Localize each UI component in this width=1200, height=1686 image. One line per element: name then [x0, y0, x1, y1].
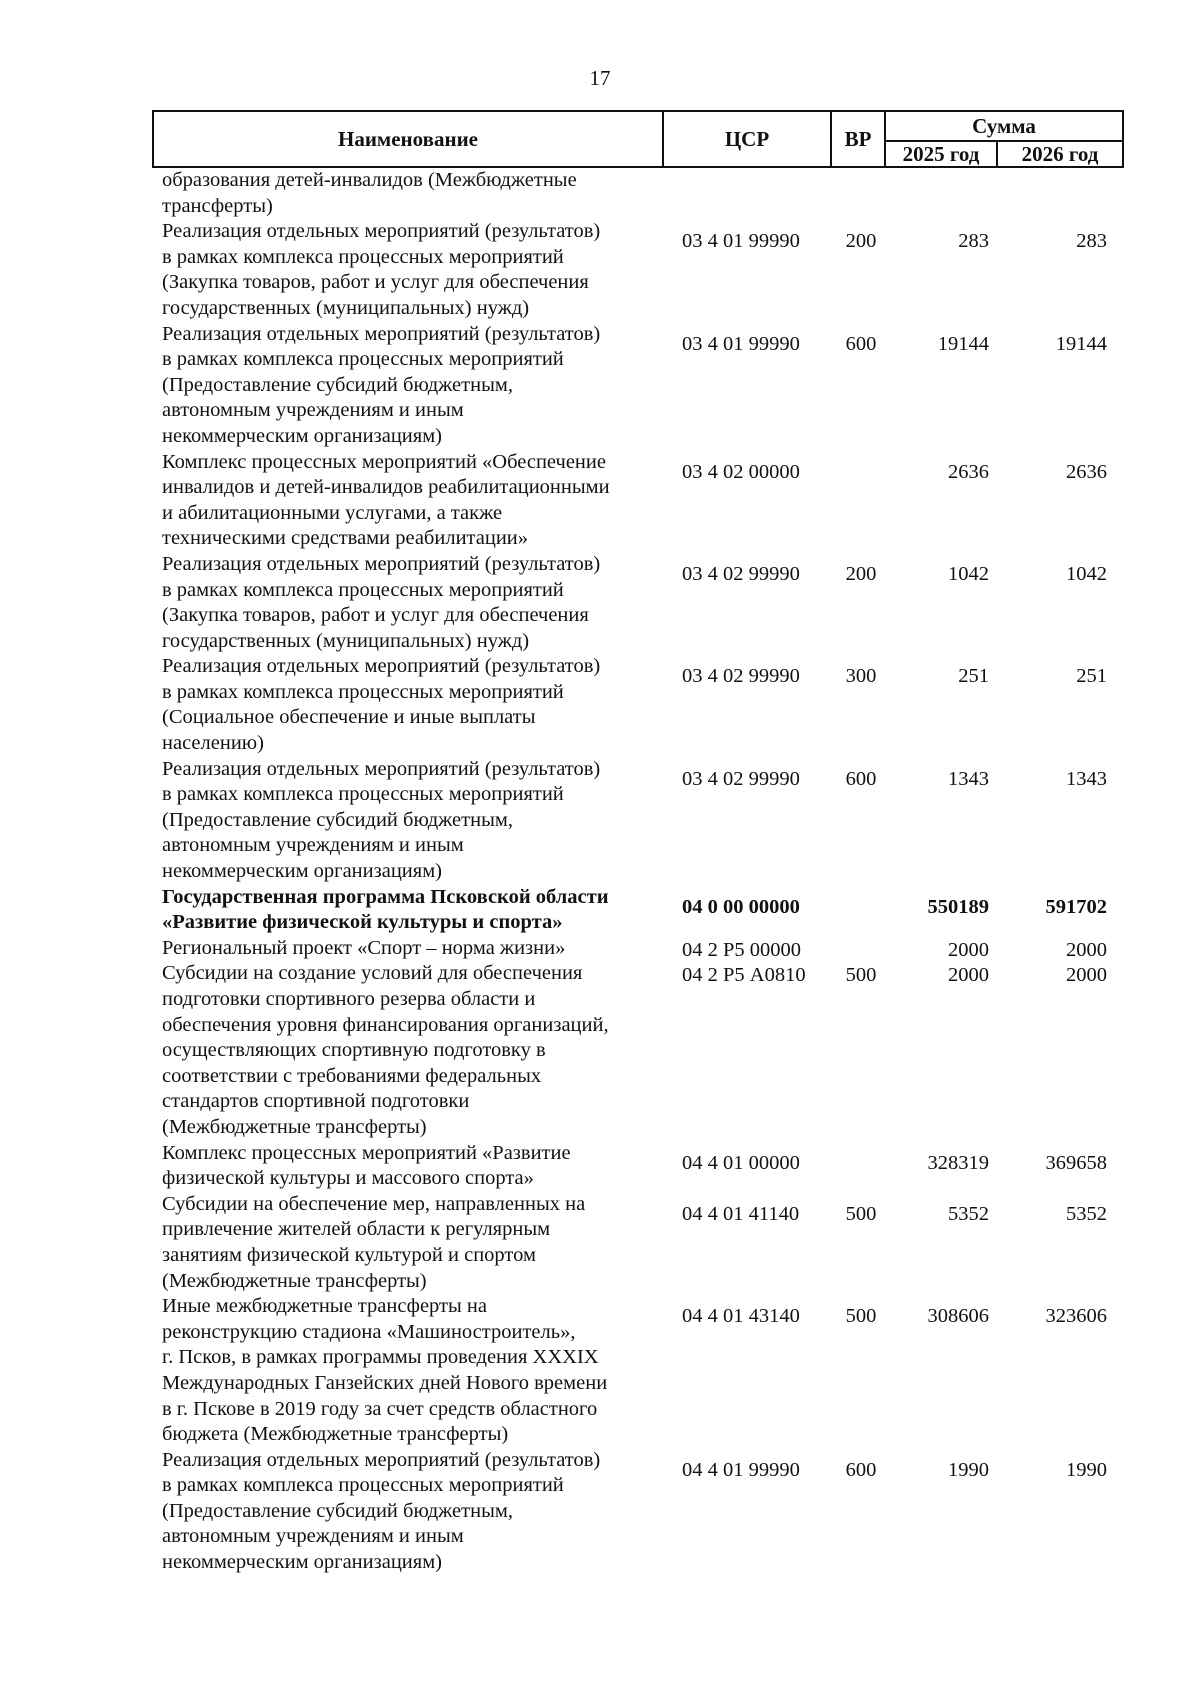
row-sum-2026: 1343 — [1066, 767, 1107, 790]
row-vr: 500 — [845, 964, 877, 987]
row-sum-2025: 2000 — [948, 964, 989, 987]
row-csr: 03 4 02 99990 — [682, 665, 800, 688]
row-csr: 04 4 01 43140 — [682, 1305, 800, 1328]
row-name: образования детей-инвалидов (Межбюджетные трансферты) — [162, 169, 577, 217]
header-2026: 2026 год — [1021, 141, 1099, 166]
header-sum: Сумма — [972, 114, 1036, 138]
table-row — [0, 552, 1200, 654]
row-sum-2026: 591702 — [1045, 895, 1107, 918]
row-csr: 04 4 01 00000 — [682, 1151, 800, 1174]
row-csr: 03 4 02 00000 — [682, 460, 800, 483]
row-sum-2026: 1042 — [1066, 562, 1107, 585]
row-name: Реализация отдельных мероприятий (результатов) в рамках комплекса процессных мероприятий (Предоставление субсидий бюджетным, автономным учреждениям и иным некоммерческим организациям) — [162, 1448, 601, 1574]
row-sum-2026: 2000 — [1066, 938, 1107, 961]
row-sum-2025: 19144 — [937, 332, 989, 355]
row-csr: 04 4 01 99990 — [682, 1458, 800, 1481]
table-header — [152, 110, 1124, 168]
row-sum-2026: 251 — [1076, 665, 1107, 688]
row-vr: 500 — [845, 1202, 877, 1225]
row-vr: 600 — [845, 332, 877, 355]
row-vr: 200 — [845, 562, 877, 585]
table-row — [0, 654, 1200, 756]
row-sum-2026: 323606 — [1045, 1305, 1107, 1328]
row-sum-2025: 251 — [958, 665, 989, 688]
table-row — [0, 757, 1200, 885]
row-csr: 04 0 00 00000 — [682, 895, 800, 918]
table-row — [0, 1192, 1200, 1294]
row-vr: 300 — [845, 665, 877, 688]
row-vr: 500 — [845, 1305, 877, 1328]
table-row — [0, 1294, 1200, 1448]
row-sum-2025: 2000 — [948, 938, 989, 961]
row-csr: 04 4 01 41140 — [682, 1202, 800, 1225]
row-csr: 03 4 02 99990 — [682, 767, 800, 790]
row-sum-2025: 283 — [958, 230, 989, 253]
row-sum-2025: 308606 — [927, 1305, 989, 1328]
row-name: Комплекс процессных мероприятий «Обеспечение инвалидов и детей-инвалидов реабилитационными и абилитационными услугами, а также техническими средствами реабилитации» — [162, 450, 610, 550]
row-name: Комплекс процессных мероприятий «Развитие физической культуры и массового спорта» — [162, 1141, 571, 1190]
row-sum-2025: 1990 — [948, 1458, 989, 1481]
row-sum-2026: 1990 — [1066, 1458, 1107, 1481]
row-name: Реализация отдельных мероприятий (результатов) в рамках комплекса процессных мероприятий (Социальное обеспечение и иные выплаты населению) — [162, 655, 601, 755]
row-vr: 600 — [845, 767, 877, 790]
row-sum-2025: 1343 — [948, 767, 989, 790]
header-vr: ВР — [844, 126, 872, 151]
row-sum-2025: 5352 — [948, 1202, 989, 1225]
row-sum-2026: 5352 — [1066, 1202, 1107, 1225]
table-row — [0, 1141, 1200, 1192]
page-number: 17 — [589, 66, 611, 90]
row-name: Реализация отдельных мероприятий (результатов) в рамках комплекса процессных мероприятий (Предоставление субсидий бюджетным, автономным учреждениям и иным некоммерческим организациям) — [162, 757, 601, 883]
row-sum-2025: 328319 — [927, 1151, 989, 1174]
row-csr: 03 4 02 99990 — [682, 562, 800, 585]
row-name: Реализация отдельных мероприятий (результатов) в рамках комплекса процессных мероприятий (Закупка товаров, работ и услуг для обеспечения государственных (муниципальных) нужд) — [162, 220, 601, 319]
table-row — [0, 936, 1200, 962]
row-sum-2025: 550189 — [927, 895, 989, 918]
row-sum-2025: 1042 — [948, 562, 989, 585]
table-row — [0, 885, 1200, 936]
row-sum-2026: 283 — [1076, 230, 1107, 253]
row-sum-2026: 2636 — [1066, 460, 1107, 483]
row-sum-2025: 2636 — [948, 460, 989, 483]
row-name: Реализация отдельных мероприятий (результатов) в рамках комплекса процессных мероприятий (Закупка товаров, работ и услуг для обеспечения государственных (муниципальных) нужд) — [162, 552, 601, 652]
row-vr: 600 — [845, 1458, 877, 1481]
row-name: Субсидии на создание условий для обеспечения подготовки спортивного резерва области и обеспечения уровня финансирования организаций, осуществляющих спортивную подготовку в соответствии с требованиями федеральных стандартов спортивной подготовки (Межбюджетные трансферты) — [162, 962, 609, 1138]
table-body — [0, 168, 1200, 1576]
table-row — [0, 450, 1200, 552]
table-row — [0, 168, 1200, 219]
row-csr: 04 2 Р5 00000 — [682, 938, 802, 961]
row-sum-2026: 2000 — [1066, 964, 1107, 987]
row-name: Государственная программа Псковской области «Развитие физической культуры и спорта» — [162, 885, 609, 934]
header-csr: ЦСР — [724, 126, 770, 151]
row-csr: 04 2 Р5 А0810 — [682, 964, 806, 987]
header-2025: 2025 год — [902, 141, 980, 166]
table-row — [0, 1448, 1200, 1576]
header-name: Наименование — [338, 126, 478, 151]
row-vr: 200 — [845, 230, 877, 253]
row-csr: 03 4 01 99990 — [682, 230, 800, 253]
row-sum-2026: 19144 — [1055, 332, 1107, 355]
row-name: Субсидии на обеспечение мер, направленных на привлечение жителей области к регулярным занятиям физической культурой и спортом (Межбюджетные трансферты) — [162, 1192, 586, 1292]
table-row — [0, 322, 1200, 450]
table-row — [0, 961, 1200, 1140]
table-row — [0, 219, 1200, 321]
row-name: Региональный проект «Спорт – норма жизни» — [162, 936, 566, 959]
row-sum-2026: 369658 — [1045, 1151, 1107, 1174]
row-name: Иные межбюджетные трансферты на реконструкцию стадиона «Машиностроитель», г. Псков, в рамках программы проведения XXXIX Международных Ганзейских дней Нового времени в г. Пскове в 2019 году за счет средств областного бюджета (Межбюджетные трансферты) — [162, 1295, 608, 1446]
row-csr: 03 4 01 99990 — [682, 332, 800, 355]
row-name: Реализация отдельных мероприятий (результатов) в рамках комплекса процессных мероприятий (Предоставление субсидий бюджетным, автономным учреждениям и иным некоммерческим организациям) — [162, 322, 601, 447]
